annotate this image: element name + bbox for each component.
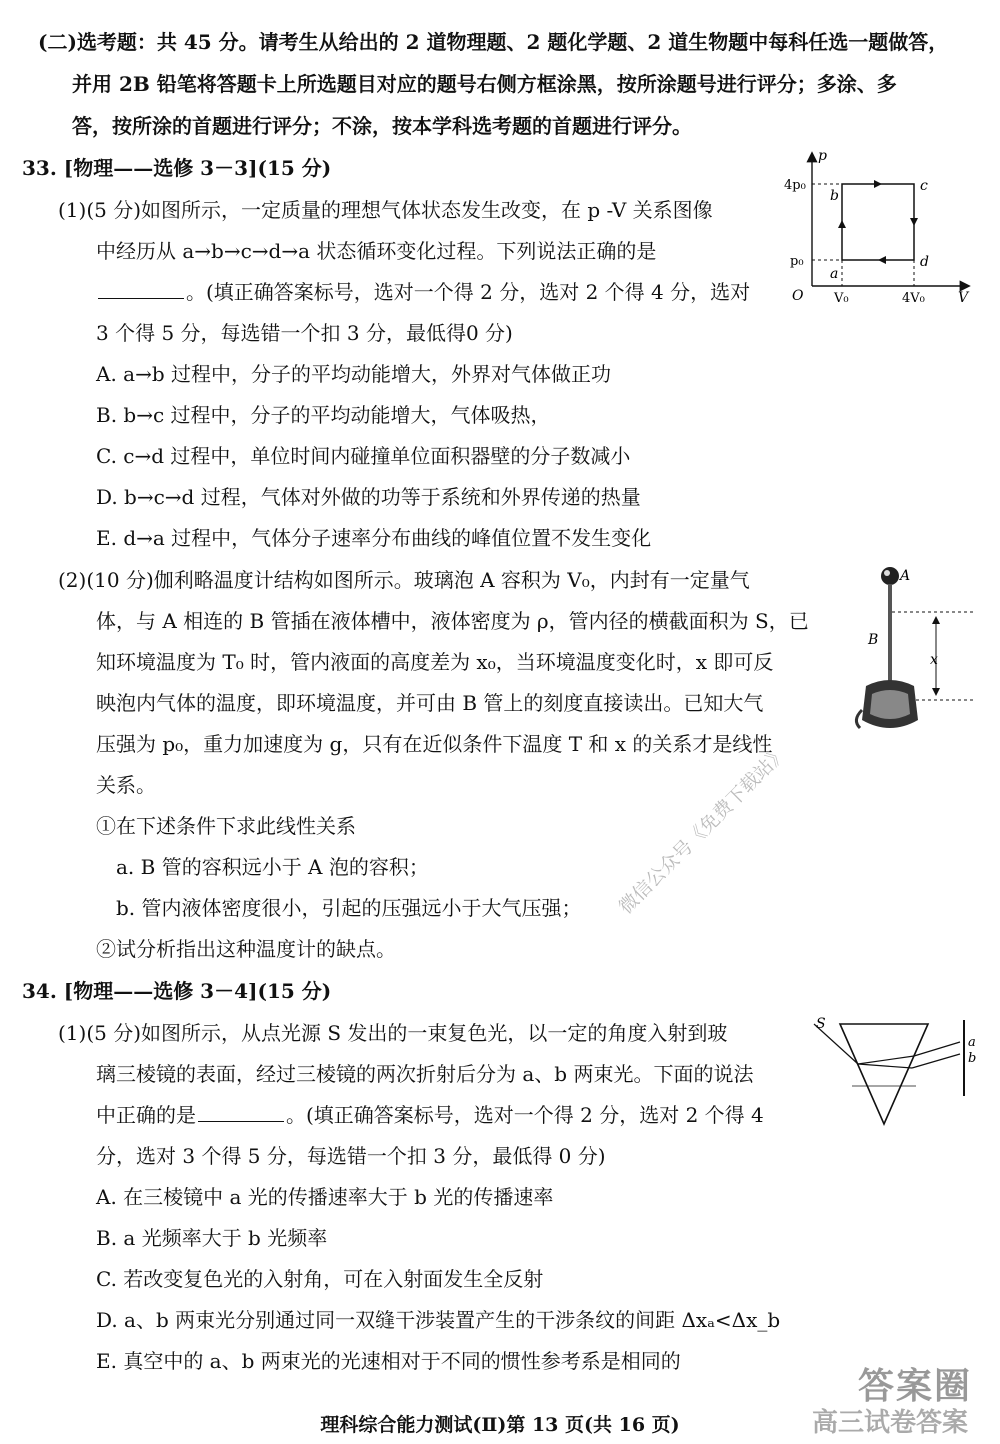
label-a: A [900, 568, 911, 584]
tube-b [888, 584, 892, 696]
label-b: b [968, 1051, 977, 1066]
q34-p1-line4: 分，选对 3 个得 5 分，每选错一个扣 3 分，最低得 0 分) [96, 1144, 606, 1168]
q34-option-b: B. a 光频率大于 b 光频率 [96, 1226, 328, 1250]
label-v: V [958, 290, 969, 306]
q33-p1-line3-text: 。(填正确答案标号，选对一个得 2 分，选对 2 个得 4 分，选对 [186, 280, 751, 304]
label-v0: V₀ [834, 291, 849, 306]
q33-sub1a: a. B 管的容积远小于 A 泡的容积； [116, 855, 429, 879]
prism-diagram [812, 1016, 982, 1132]
q33-sub1b: b. 管内液体密度很小，引起的压强远小于大气压强； [116, 896, 582, 920]
q33-p2-line5: 压强为 p₀，重力加速度为 g，只有在近似条件下温度 T 和 x 的关系才是线性 [96, 732, 773, 756]
exit-ray-b [912, 1054, 960, 1068]
q34-option-a: A. 在三棱镜中 a 光的传播速率大于 b 光的传播速率 [96, 1185, 554, 1209]
answer-blank[interactable] [98, 276, 184, 299]
refracted-ray-a [858, 1056, 914, 1064]
section-header-line1: (二)选考题：共 45 分。请考生从给出的 2 道物理题、2 题化学题、2 道生物题中每科任选一题做答， [38, 30, 949, 54]
exit-ray-a [914, 1042, 960, 1056]
q33-p2-line6: 关系。 [96, 773, 156, 797]
q33-p1-line2: 中经历从 a→b→c→d→a 状态循环变化过程。下列说法正确的是 [96, 239, 657, 263]
page-footer: 理科综合能力测试(Ⅱ)第 13 页(共 16 页) [320, 1414, 680, 1436]
answer-blank[interactable] [198, 1099, 284, 1122]
label-4v0: 4V₀ [902, 291, 925, 306]
q33-p1-line3 [96, 272, 750, 312]
bulb-highlight [884, 570, 890, 576]
triangle-prism [840, 1024, 928, 1124]
label-4p0: 4p₀ [784, 178, 806, 193]
x-arrow-down-icon [932, 688, 940, 696]
q34-option-c: C. 若改变复色光的入射角，可在入射面发生全反射 [96, 1267, 544, 1291]
q34-p1-line3 [96, 1095, 764, 1135]
q34-p1-line2: 璃三棱镜的表面，经过三棱镜的两次折射后分为 a、b 两束光。下面的说法 [96, 1062, 754, 1086]
label-b: b [830, 188, 839, 204]
label-o: O [792, 288, 804, 304]
label-b: B [868, 632, 879, 648]
thermometer-diagram [846, 560, 986, 740]
label-c: c [920, 178, 928, 194]
q33-p1-line1: (1)(5 分)如图所示，一定质量的理想气体状态发生改变，在 p -V 关系图像 [58, 198, 713, 222]
watermark: 微信公众号《免费下载站》 [614, 741, 792, 919]
q33-sub2: ②试分析指出这种温度计的缺点。 [96, 937, 396, 961]
q34-p1-line3-prefix: 中正确的是 [96, 1103, 196, 1127]
q33-p2-line1: (2)(10 分)伽利略温度计结构如图所示。玻璃泡 A 容积为 V₀，内封有一定量气 [58, 568, 750, 592]
x-arrow-up-icon [932, 616, 940, 624]
label-p: p [818, 148, 827, 164]
q34-option-e: E. 真空中的 a、b 两束光的光速相对于不同的惯性参考系是相同的 [96, 1349, 681, 1373]
q33-p2-line3: 知环境温度为 T₀ 时，管内液面的高度差为 x₀，当环境温度变化时，x 即可反 [96, 650, 774, 674]
corner-logo-subtext: 高三试卷答案 [811, 1408, 968, 1438]
q33-option-e: E. d→a 过程中，气体分子速率分布曲线的峰值位置不发生变化 [96, 526, 652, 550]
q33-sub1: ①在下述条件下求此线性关系 [96, 814, 356, 838]
q33-p1-line4: 3 个得 5 分，每选错一个扣 3 分，最低得0 分) [96, 321, 513, 345]
q34-p1-line3-text: 。(填正确答案标号，选对一个得 2 分，选对 2 个得 4 [286, 1103, 764, 1127]
q33-p2-line4: 映泡内气体的温度，即环境温度，并可由 B 管上的刻度直接读出。已知大气 [96, 691, 764, 715]
label-a: a [830, 266, 839, 282]
glass-bulb [881, 567, 899, 585]
section-header-line3: 答，按所涂的首题进行评分；不涂，按本学科选考题的首题进行评分。 [72, 114, 692, 138]
q33-option-c: C. c→d 过程中，单位时间内碰撞单位面积器壁的分子数减小 [96, 444, 631, 468]
q33-option-d: D. b→c→d 过程，气体对外做的功等于系统和外界传递的热量 [96, 485, 641, 509]
label-a: a [968, 1035, 976, 1050]
q34-option-d: D. a、b 两束光分别通过同一双缝干涉装置产生的干涉条纹的间距 Δxₐ<Δx_b [96, 1308, 781, 1332]
arrow-da-icon [878, 256, 886, 264]
q33-title: 33. [物理——选修 3－3](15 分) [22, 156, 332, 180]
label-p0: p₀ [790, 254, 804, 269]
q34-p1-line1: (1)(5 分)如图所示，从点光源 S 发出的一束复色光，以一定的角度入射到玻 [58, 1021, 728, 1045]
cycle-rectangle [842, 184, 914, 260]
vessel-handle [856, 710, 862, 728]
arrow-cd-icon [910, 218, 918, 226]
pv-diagram [782, 148, 982, 308]
refracted-ray-b [858, 1064, 912, 1068]
vessel-highlight [870, 690, 910, 719]
label-s: S [816, 1016, 826, 1032]
q34-title: 34. [物理——选修 3－4](15 分) [22, 979, 332, 1003]
q33-option-b: B. b→c 过程中，分子的平均动能增大，气体吸热， [96, 403, 551, 427]
arrow-ab-icon [838, 220, 846, 228]
label-d: d [920, 254, 929, 270]
label-x: x [930, 652, 938, 668]
section-header-line2: 并用 2B 铅笔将答题卡上所选题目对应的题号右侧方框涂黑，按所涂题号进行评分；多涂、多 [72, 72, 897, 96]
arrow-bc-icon [874, 180, 882, 188]
q33-option-a: A. a→b 过程中，分子的平均动能增大，外界对气体做正功 [96, 362, 611, 386]
q33-p2-line2: 体，与 A 相连的 B 管插在液体槽中，液体密度为 ρ，管内径的横截面积为 S，已 [96, 609, 809, 633]
corner-logo: 答案圈 [857, 1365, 972, 1407]
